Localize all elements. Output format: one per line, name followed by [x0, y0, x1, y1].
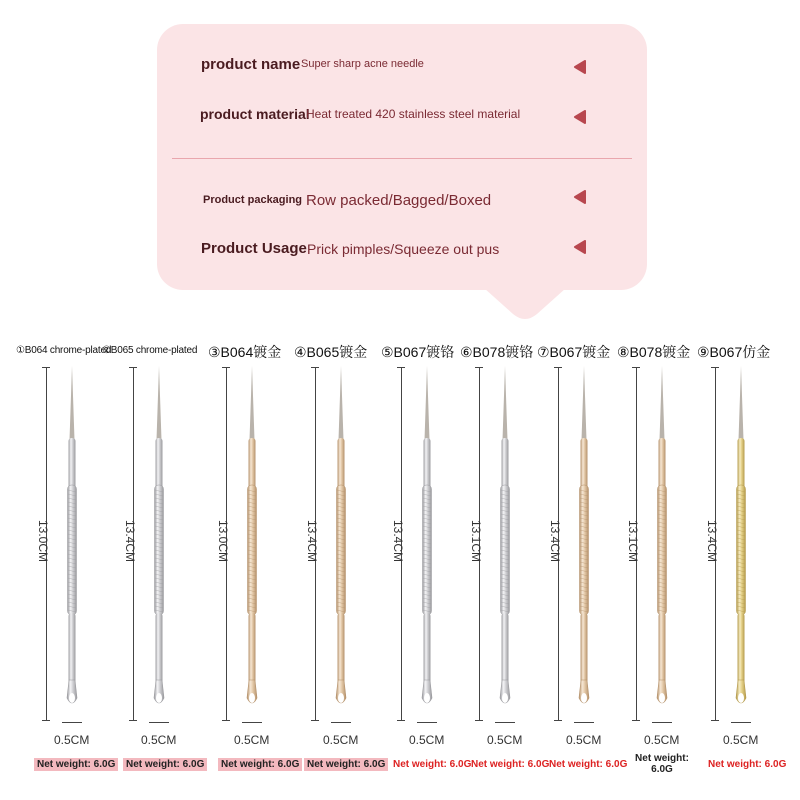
- loop-hole: [502, 693, 508, 703]
- info-value: Prick pimples/Squeeze out pus: [307, 241, 500, 257]
- info-label: Product packaging: [203, 194, 303, 206]
- length-label: 13.0CM: [36, 520, 50, 563]
- loop-dimension-line: [731, 722, 751, 723]
- tool-shaft: [69, 613, 76, 683]
- tool-shaft: [738, 613, 745, 683]
- dimension-cap: [129, 720, 137, 721]
- tool-shaft: [338, 613, 345, 683]
- loop-size-label: 0.5CM: [566, 733, 602, 747]
- tool-shaft: [156, 613, 163, 683]
- dimension-cap: [311, 367, 319, 368]
- needle-tip: [503, 366, 508, 440]
- tool-label: ④B065镀金: [294, 344, 368, 360]
- acne-needle-tool: [240, 360, 264, 730]
- needle-tip: [70, 366, 75, 440]
- loop-hole: [581, 693, 587, 703]
- length-label: 13.4CM: [548, 520, 562, 563]
- dimension-cap: [632, 720, 640, 721]
- tool-shaft: [581, 613, 588, 683]
- net-weight-label: Net weight: 6.0G: [549, 759, 628, 770]
- loop-dimension-line: [149, 722, 169, 723]
- tool-label: ②B065 chrome-plated: [102, 345, 198, 356]
- acne-needle-tool: [329, 360, 353, 730]
- loop-dimension-line: [242, 722, 262, 723]
- loop-size-label: 0.5CM: [323, 733, 359, 747]
- dimension-cap: [554, 720, 562, 721]
- needle-tip: [339, 366, 344, 440]
- info-row-packaging: [157, 190, 647, 220]
- loop-size-label: 0.5CM: [409, 733, 445, 747]
- acne-needle-tool: [493, 360, 517, 730]
- dimension-cap: [222, 367, 230, 368]
- tool-shaft: [249, 613, 256, 683]
- loop-size-label: 0.5CM: [141, 733, 177, 747]
- net-weight-label: Net weight: 6.0G: [635, 753, 689, 775]
- acne-needle-tool: [415, 360, 439, 730]
- length-label: 13.4CM: [123, 520, 137, 563]
- loop-hole: [338, 693, 344, 703]
- dimension-cap: [711, 367, 719, 368]
- loop-hole: [659, 693, 665, 703]
- triangle-pin-icon: [573, 60, 587, 74]
- loop-size-label: 0.5CM: [487, 733, 523, 747]
- dimension-cap: [311, 720, 319, 721]
- length-label: 13.0CM: [216, 520, 230, 563]
- loop-dimension-line: [331, 722, 351, 723]
- tool-label: ⑧B078镀金: [617, 344, 691, 360]
- dimension-cap: [397, 367, 405, 368]
- tool-label: ①B064 chrome-plated: [16, 345, 112, 356]
- acne-needle-tool: [572, 360, 596, 730]
- acne-needle-tool: [650, 360, 674, 730]
- length-label: 13.1CM: [469, 520, 483, 563]
- info-label: product material: [200, 106, 310, 122]
- net-weight-label: Net weight: 6.0G: [34, 758, 118, 771]
- length-label: 13.1CM: [626, 520, 640, 563]
- dimension-cap: [475, 720, 483, 721]
- needle-tip: [157, 366, 162, 440]
- loop-size-label: 0.5CM: [644, 733, 680, 747]
- loop-dimension-line: [574, 722, 594, 723]
- info-label: product name: [201, 56, 301, 73]
- tool-shaft: [659, 613, 666, 683]
- triangle-pin-icon: [573, 240, 587, 254]
- info-label: Product Usage: [201, 240, 307, 257]
- dimension-cap: [129, 367, 137, 368]
- card-pointer: [475, 280, 575, 320]
- needle-tip: [739, 366, 744, 440]
- length-label: 13.4CM: [305, 520, 319, 563]
- needle-tip: [660, 366, 665, 440]
- loop-hole: [69, 693, 75, 703]
- dimension-cap: [42, 367, 50, 368]
- needle-tip: [582, 366, 587, 440]
- tool-label: ⑤B067镀铬: [381, 344, 455, 360]
- net-weight-label: Net weight: 6.0G: [218, 758, 302, 771]
- loop-hole: [424, 693, 430, 703]
- loop-dimension-line: [652, 722, 672, 723]
- net-weight-label: Net weight: 6.0G: [304, 758, 388, 771]
- tool-label: ⑨B067仿金: [697, 344, 771, 360]
- length-label: 13.4CM: [391, 520, 405, 563]
- info-value: Heat treated 420 stainless steel material: [306, 107, 521, 121]
- dimension-cap: [222, 720, 230, 721]
- loop-dimension-line: [495, 722, 515, 723]
- info-row-name: [157, 56, 647, 86]
- tool-shaft: [502, 613, 509, 683]
- net-weight-label: Net weight: 6.0G: [123, 758, 207, 771]
- dimension-cap: [632, 367, 640, 368]
- net-weight-label: Net weight: 6.0G: [471, 759, 550, 770]
- triangle-pin-icon: [573, 110, 587, 124]
- loop-size-label: 0.5CM: [54, 733, 90, 747]
- net-weight-label: Net weight: 6.0G: [393, 759, 472, 770]
- loop-dimension-line: [417, 722, 437, 723]
- tool-label: ⑥B078镀铬: [460, 344, 534, 360]
- needle-tip: [425, 366, 430, 440]
- needle-tip: [250, 366, 255, 440]
- dimension-cap: [475, 367, 483, 368]
- loop-hole: [249, 693, 255, 703]
- acne-needle-tool: [60, 360, 84, 730]
- loop-dimension-line: [62, 722, 82, 723]
- dimension-cap: [42, 720, 50, 721]
- info-value: Row packed/Bagged/Boxed: [306, 192, 492, 209]
- info-row-material: [157, 106, 647, 136]
- info-row-usage: [157, 240, 647, 270]
- info-divider: [172, 158, 632, 159]
- tool-shaft: [424, 613, 431, 683]
- acne-needle-tool: [729, 360, 753, 730]
- loop-size-label: 0.5CM: [234, 733, 270, 747]
- loop-size-label: 0.5CM: [723, 733, 759, 747]
- length-label: 13.4CM: [705, 520, 719, 563]
- acne-needle-tool: [147, 360, 171, 730]
- loop-hole: [156, 693, 162, 703]
- tool-label: ③B064镀金: [208, 344, 282, 360]
- triangle-pin-icon: [573, 190, 587, 204]
- loop-hole: [738, 693, 744, 703]
- dimension-cap: [397, 720, 405, 721]
- dimension-cap: [711, 720, 719, 721]
- net-weight-label: Net weight: 6.0G: [708, 759, 787, 770]
- dimension-cap: [554, 367, 562, 368]
- tool-label: ⑦B067镀金: [537, 344, 611, 360]
- info-value: Super sharp acne needle: [301, 58, 424, 70]
